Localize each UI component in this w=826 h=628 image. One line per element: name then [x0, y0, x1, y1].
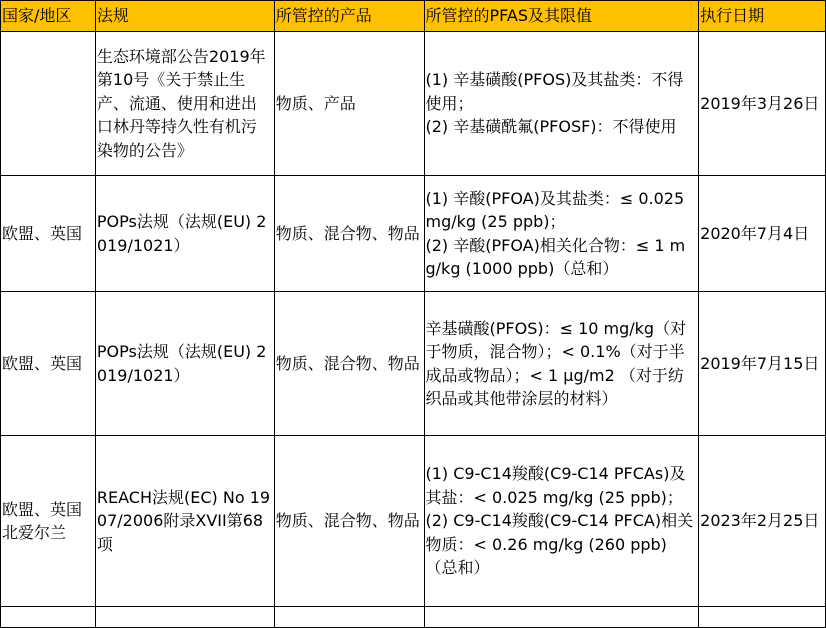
date-cell: 2020年7月4日	[699, 176, 826, 292]
table-row	[1, 436, 826, 607]
header-limits: 所管控的PFAS及其限值	[424, 1, 699, 32]
empty-cell	[699, 607, 826, 628]
products-cell: 物质、混合物、物品	[274, 436, 424, 607]
limits-cell	[424, 32, 699, 176]
table-row	[1, 176, 826, 292]
region-cell: 欧盟、英国北爱尔兰	[1, 436, 96, 607]
region-cell: 欧盟、英国	[1, 292, 96, 436]
empty-cell	[1, 607, 96, 628]
date-cell: 2023年2月25日	[699, 436, 826, 607]
header-regulation: 法规	[95, 1, 274, 32]
date-cell: 2019年3月26日	[699, 32, 826, 176]
regulation-cell: POPs法规（法规(EU) 2019/1021）	[95, 292, 274, 436]
limits-cell	[424, 176, 699, 292]
limit-line: (2) 辛酸(PFOA)相关化合物：≤ 1 mg/kg (1000 ppb)（总和）	[425, 235, 686, 278]
products-cell: 物质、混合物、物品	[274, 292, 424, 436]
date-cell: 2019年7月15日	[699, 292, 826, 436]
header-region: 国家/地区	[1, 1, 96, 32]
header-products: 所管控的产品	[274, 1, 424, 32]
empty-cell	[95, 607, 274, 628]
table-row	[1, 32, 826, 176]
region-cell: 欧盟、英国	[1, 176, 96, 292]
limit-line: (1) 辛酸(PFOA)及其盐类：≤ 0.025 mg/kg (25 ppb)；	[425, 188, 685, 231]
empty-cell	[424, 607, 699, 628]
products-cell: 物质、产品	[274, 32, 424, 176]
table-row	[1, 292, 826, 436]
empty-cell	[274, 607, 424, 628]
limit-line: 辛基磺酸(PFOS)：≤ 10 mg/kg（对于物质，混合物）；< 0.1%（对于半成品或物品）；< 1 μg/m2 （对于纺织品或其他带涂层的材料）	[425, 318, 687, 408]
products-cell: 物质、混合物、物品	[274, 176, 424, 292]
limit-line: (1) C9-C14羧酸(C9-C14 PFCAs)及其盐：< 0.025 mg/kg (25 ppb)；	[425, 464, 686, 507]
limit-line: (1) 辛基磺酸(PFOS)及其盐类：不得使用；	[425, 70, 684, 113]
header-date: 执行日期	[699, 1, 826, 32]
regulation-cell: 生态环境部公告2019年第10号《关于禁止生产、流通、使用和进出口林丹等持久性有机污染物的公告》	[95, 32, 274, 176]
regulation-cell: POPs法规（法规(EU) 2019/1021）	[95, 176, 274, 292]
regulation-cell: REACH法规(EC) No 1907/2006附录XVII第68项	[95, 436, 274, 607]
limits-cell	[424, 436, 699, 607]
limits-cell	[424, 292, 699, 436]
limit-line: (2) 辛基磺酰氟(PFOSF)：不得使用	[425, 117, 677, 137]
table-header-row	[1, 1, 826, 32]
table-row-partial	[1, 607, 826, 628]
region-cell	[1, 32, 96, 176]
limit-line: (2) C9-C14羧酸(C9-C14 PFCA)相关物质：< 0.26 mg/kg (260 ppb)（总和）	[425, 511, 694, 578]
